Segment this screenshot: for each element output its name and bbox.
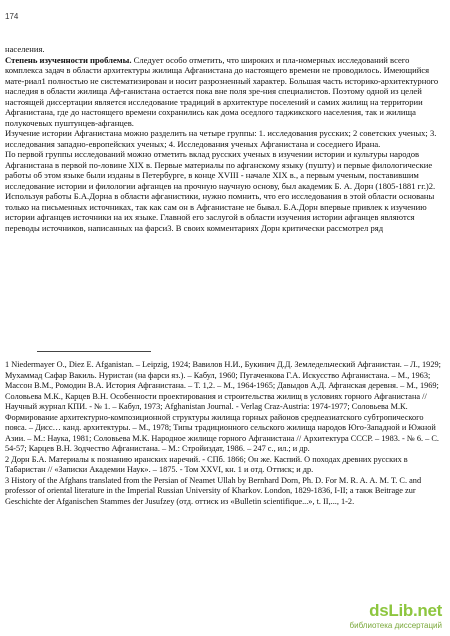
footnote: 3 History of the Afghans translated from the Persian of Neamet Ullah by Bernhard Dorn, Ph. D. For M. R. A. A. M. T. C. and professor of oriental literature in the Imperial Russian University of Kharkov. London, 1829-1836, I-II; а такж Beitrage zur Geschichte der Afganischen Stammes der Jusufzey (отд. оттиск из «Bulletin scientifique...», t. II,..., 1-2.: [5, 475, 422, 506]
footnote: 1 Niedermayer O., Diez E. Afganistan. – Leipzig, 1924; Вавилов Н.И., Букинич Д.Д. Земледельческий Афганистан. – Л., 1929; Мухаммад Сафар Вакиль. Нуристан (на фарси яз.). – Кабул, 1960; Пугаченкова Г.А. Искусство Афганистана. – М., 1963; Массон В.М., Ромодин В.А. История Афганистана. – Т. 1,2. – М., 1964-1965; Давыдов А.Д. Афганская деревня. – М., 1969; Соловьева М.К., Карцев В.Н. Особенности проектирования и строительства жилищ в условиях горного Афганистана // Научный журнал КПИ. - № 1. – Кабул, 1973; Afghanistan Journal. - Verlag Craz-Austria: 1974-1977; Соловьева М.К. Формирование архитектурно-композиционной структуры жилища горных районов средneазиатского субтропического пояса. – Дисс… канд. архитектуры. – М., 1978; Типы традиционного сельского жилища народов Юго-Западной и Южной Азии. – М.: Наука, 1981; Соловьева М.К. Народное жилище горного Афганистана // Архитектура СССР. – 1983. - № 6. – С. 54-57; Карцев В.Н. Зодчество Афганистана. – М.: Стройиздат, 1986. – 247 с., ил.; и др.: [5, 360, 441, 453]
footnote-divider: [37, 351, 151, 352]
paragraph: [5, 149, 445, 233]
watermark-brand: dsLib.net: [369, 601, 442, 620]
watermark-logo: [344, 601, 444, 633]
watermark-tagline: библиотека диссертаций: [349, 621, 442, 630]
main-text: [5, 44, 445, 233]
paragraph-text: Следует особо отметить, что широких и пла-номерных исследований всего комплекса задач в области архитектуры жилища Афганистана до настоящего времени не проводилось. Имеющийся мате-риал1 полностью не систематизирован и носит разрозненный характер. Большая часть историко-архитектурного наследия в области жилища Аф-ганистана остается пока вне поля зре-ния специалистов. Поэтому одной из целей настоящей диссертации является исследование традиций в архитектуре поселений и самих жилищ на территории Афганистана, где до настоящего времени сохранились как дома оседлого таджикского населения, так и жилища полукочевых пуштунцев-афганцев.: [5, 54, 439, 128]
paragraph: [5, 128, 445, 149]
paragraph-text: населения.: [5, 44, 45, 54]
section-heading: Степень изученности проблемы.: [5, 54, 132, 65]
paragraph: [5, 44, 445, 55]
page-number: 174: [5, 12, 19, 21]
paragraph-text: По первой группы исследований можно отметить вклад русских ученых в изучении истории и культуры народов Афганистана в первой по-ловине XIX в. Первые материалы по афганскому языку (пушту) и первые филологические работы об этом языке были изданы в Петербурге, в конце XVIII - начале XIX в., а первым ученым, поставившим исследование истории и филологии афганцев на прочную научную основу, был академик Б. А. Дорн (1805-1881 гг.)2. Используя работы Б.А.Дорна в области афганистики, нужно помнить, что его исследования в этой области основаны только на письменных источниках, так как сам он в Афганистане не бывал. Б.А.Дорн впервые привлек к изучению истории афганцев источники на их языке. Главной его заслугой в области изучения истории афганцев являются переводы источников, написанных на фарси3. В своих комментариях Дорн критически рассмотрел ряд: [5, 149, 436, 233]
footnotes: [5, 360, 445, 507]
footnote: 2 Дорн Б.А. Материалы к познанию иранских наречий. - СПб. 1866; Он же. Каспий. О походах древних русских в Табаристан // «Записки Академии Наук». – 1875. - Том XXVI, кн. 1 и отд. Оттиск; и др.: [5, 454, 408, 474]
paragraph: [5, 55, 445, 129]
paragraph-text: Изучение истории Афганистана можно разделить на четыре группы: 1. исследования русских; 2 советских ученых; 3. исследования западно-европейских ученых; 4. Исследования ученых Афганистана и соседнего Ирана.: [5, 128, 437, 149]
